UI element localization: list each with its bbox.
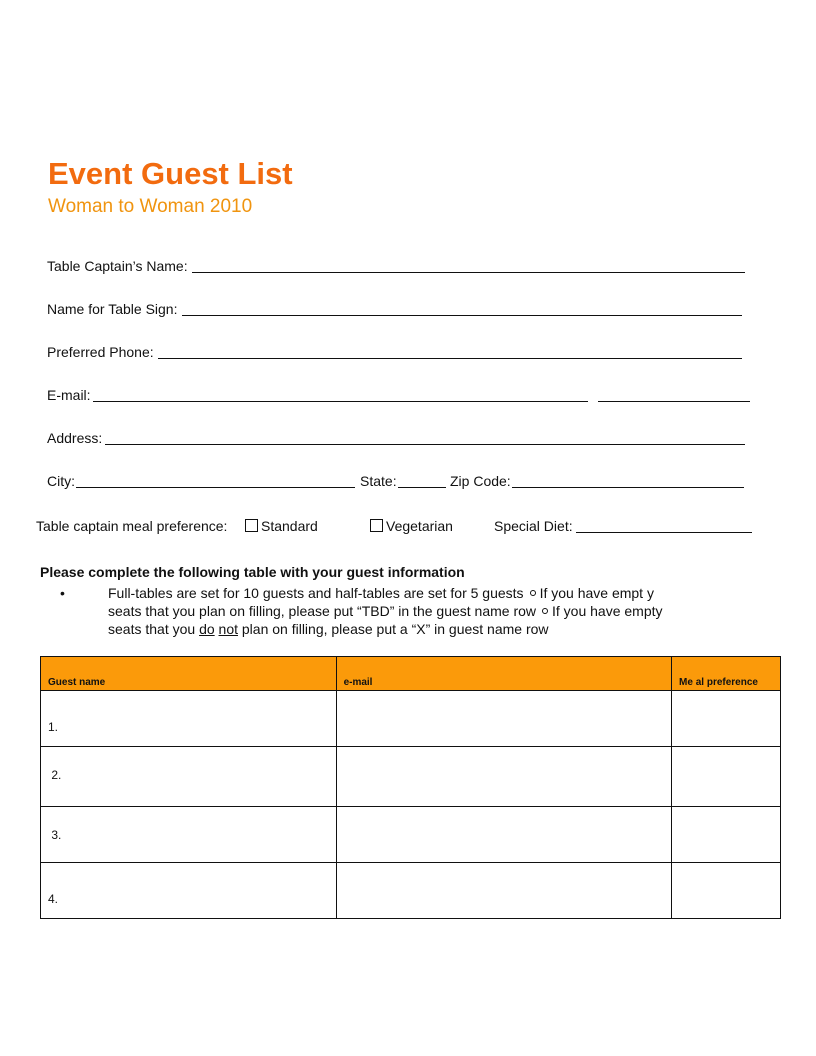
guest-name-cell[interactable]: 2.: [41, 747, 337, 807]
address-label: Address:: [47, 430, 103, 446]
vegetarian-checkbox[interactable]: [370, 519, 383, 532]
guest-name-header: Guest name: [41, 657, 337, 691]
email-cell[interactable]: [336, 807, 671, 863]
instructions-heading: Please complete the following table with your guest information: [40, 564, 465, 580]
email-cell[interactable]: [336, 691, 671, 747]
meal-preference-cell[interactable]: [672, 863, 781, 919]
table-row: [41, 691, 781, 747]
meal-preference-header: Me al preference: [672, 657, 781, 691]
instruction-line-2: [108, 602, 663, 620]
vegetarian-label: Vegetarian: [386, 518, 453, 534]
page-subtitle: Woman to Woman 2010: [48, 196, 253, 217]
standard-option[interactable]: [245, 518, 318, 534]
sub-bullet-icon: [542, 608, 548, 614]
table-row: [41, 807, 781, 863]
city-field[interactable]: [76, 487, 355, 488]
standard-label: Standard: [261, 518, 318, 534]
guest-name-cell[interactable]: 4.: [41, 863, 337, 919]
instruction-text-3b: plan on filling, please put a “X” in guest name row: [241, 621, 549, 637]
zip-field[interactable]: [512, 487, 744, 488]
instruction-text-1: Full-tables are set for 10 guests and half-tables are set for 5 guests: [108, 585, 524, 601]
guest-table: [40, 656, 781, 919]
table-sign-field[interactable]: [182, 315, 742, 316]
instruction-line-1: [108, 584, 654, 602]
instruction-sub-2: If you have empty: [552, 603, 663, 619]
instruction-sub-1: If you have empt y: [539, 585, 654, 601]
meal-preference-cell[interactable]: [672, 691, 781, 747]
table-sign-label: Name for Table Sign:: [47, 301, 178, 317]
email-cell[interactable]: [336, 747, 671, 807]
meal-pref-label: Table captain meal preference:: [36, 518, 228, 534]
guest-name-cell[interactable]: 1.: [41, 691, 337, 747]
zip-label: Zip Code:: [450, 473, 511, 489]
captain-name-field[interactable]: [192, 272, 745, 273]
special-diet-label: Special Diet:: [494, 518, 573, 534]
email-label: E-mail:: [47, 387, 91, 403]
table-row: [41, 747, 781, 807]
standard-checkbox[interactable]: [245, 519, 258, 532]
instruction-line-3: [108, 620, 549, 638]
bullet-marker: •: [60, 585, 65, 601]
instruction-not: not: [218, 621, 238, 637]
instruction-text-2: seats that you plan on filling, please put “TBD” in the guest name row: [108, 603, 537, 619]
email-extra-field[interactable]: [598, 401, 750, 402]
instruction-do: do: [199, 621, 215, 637]
table-row: [41, 863, 781, 919]
email-field[interactable]: [93, 401, 588, 402]
sub-bullet-icon: [530, 590, 536, 596]
email-cell[interactable]: [336, 863, 671, 919]
captain-name-label: Table Captain’s Name:: [47, 258, 188, 274]
email-header: e-mail: [336, 657, 671, 691]
state-label: State:: [360, 473, 397, 489]
table-header-row: [41, 657, 781, 691]
city-label: City:: [47, 473, 75, 489]
address-field[interactable]: [105, 444, 745, 445]
vegetarian-option[interactable]: [370, 518, 453, 534]
special-diet-field[interactable]: [576, 532, 752, 533]
page-title: Event Guest List: [48, 156, 293, 191]
meal-preference-cell[interactable]: [672, 747, 781, 807]
phone-label: Preferred Phone:: [47, 344, 154, 360]
guest-name-cell[interactable]: 3.: [41, 807, 337, 863]
phone-field[interactable]: [158, 358, 742, 359]
instruction-text-3a: seats that you: [108, 621, 196, 637]
meal-preference-cell[interactable]: [672, 807, 781, 863]
state-field[interactable]: [398, 487, 446, 488]
